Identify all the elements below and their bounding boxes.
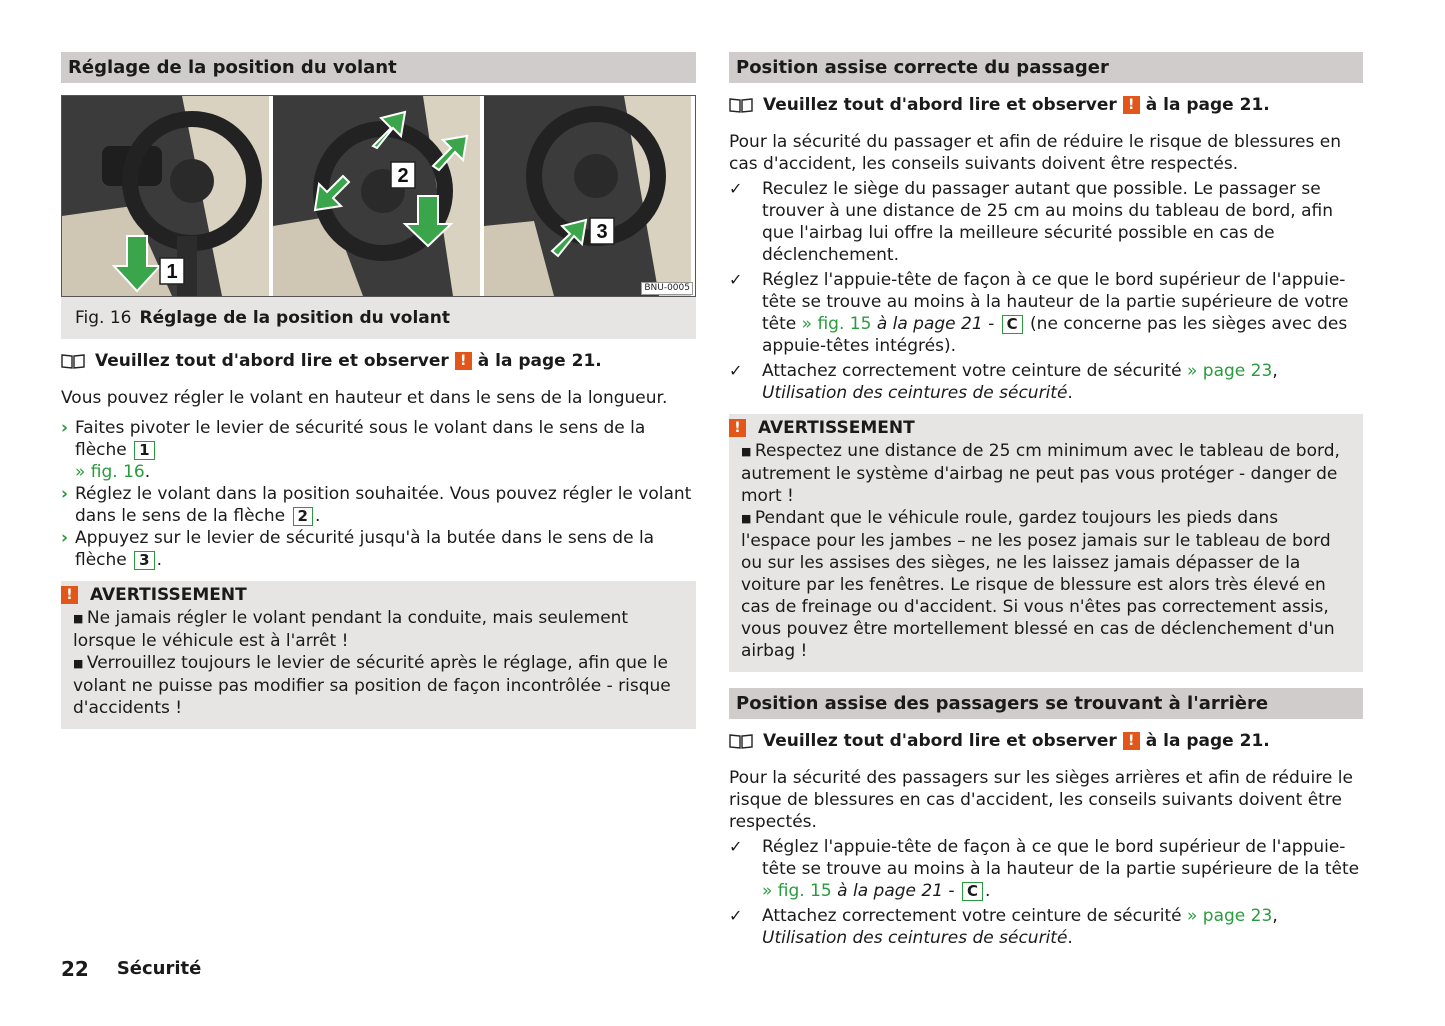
- figure-panel-1: [62, 96, 273, 296]
- page-number: 22: [61, 957, 89, 981]
- list-item: ✓ Réglez l'appuie-tête de façon à ce que le bord supérieur de l'appuie-tête se trouve au moins à la hauteur de la partie supérieure de la tête » fig. 15 à la page 21 - C .: [729, 837, 1360, 901]
- figure-title: Réglage de la position du volant: [139, 308, 450, 328]
- arrow-ref-3: 3: [134, 551, 154, 570]
- checkmark-icon: ✓: [729, 361, 743, 380]
- chevron-right-icon: ›: [61, 418, 69, 438]
- checkmark-icon: ✓: [729, 906, 743, 925]
- fig-15-link[interactable]: » fig. 15: [762, 881, 832, 901]
- warning-icon: !: [1123, 732, 1140, 750]
- warning-icon: !: [729, 419, 746, 437]
- read-first-text: Veuillez tout d'abord lire et observer: [763, 95, 1117, 115]
- warning-title: [61, 583, 684, 607]
- warning-icon: !: [61, 586, 78, 604]
- check-text: Réglez l'appuie-tête de façon à ce que le bord supérieur de l'appuie-tête se trouve au moins à la hauteur de la partie supérieure de la tête: [762, 837, 1360, 879]
- warning-item: ■ Ne jamais régler le volant pendant la conduite, mais seulement lorsque le véhicule est à l'arrêt !: [73, 607, 684, 652]
- page-ref: à la page 21 -: [837, 881, 955, 901]
- chevron-right-icon: ›: [61, 484, 69, 504]
- list-item: [729, 178, 1363, 266]
- ref-box-c: C: [1002, 315, 1023, 334]
- section-heading-passenger: Position assise correcte du passager: [729, 52, 1363, 83]
- warning-item: ■ Verrouillez toujours le levier de sécurité après le réglage, afin que le volant ne puisse pas modifier sa position de façon incontrôlée - risque d'accidents !: [73, 652, 684, 719]
- warning-heading: AVERTISSEMENT: [758, 418, 915, 438]
- step-text: Faites pivoter le levier de sécurité sous le volant dans le sens de la flèche: [75, 418, 646, 460]
- intro-paragraph: Pour la sécurité du passager et afin de réduire le risque de blessures en cas d'accident, les conseils suivants doivent être respectés.: [729, 132, 1341, 174]
- book-icon: [61, 353, 85, 369]
- footer-section: Sécurité: [116, 958, 202, 979]
- figure-number: Fig. 16: [75, 308, 132, 328]
- section-heading-rear-passengers: Position assise des passagers se trouvant à l'arrière: [729, 688, 1363, 719]
- step-text: Réglez le volant dans la position souhaitée. Vous pouvez régler le volant dans le sens de la flèche: [75, 484, 692, 526]
- list-item: [729, 269, 1363, 357]
- warning-box-passenger: [729, 414, 1363, 672]
- step-tail: .: [144, 462, 151, 482]
- figure-caption: [61, 297, 696, 339]
- checklist: [729, 178, 1363, 404]
- check-tail: (ne concerne pas les sièges avec des appuie-têtes intégrés).: [762, 314, 1348, 356]
- warning-item: ■ Pendant que le véhicule roule, gardez toujours les pieds dans l'espace pour les jambes – ne les posez jamais sur le tableau de bord ou sur les assises des sièges, ne les laissez jamais dépasser de la voiture par les fenêtres. Le risque de blessure est alors très élevé en cas de freinage ou d'accident. Si vous n'êtes pas correctement assis, vous pouvez être mortellement blessé en cas de déclenchement d'un airbag !: [741, 507, 1351, 662]
- left-column: [61, 52, 696, 729]
- read-first-note: [729, 93, 1363, 117]
- figure-panel-2: [273, 96, 484, 296]
- step-tail: .: [314, 506, 321, 526]
- chevron-right-icon: ›: [61, 528, 69, 548]
- book-icon: [729, 733, 753, 749]
- figure-panel-3: [484, 96, 695, 296]
- checkmark-icon: ✓: [729, 270, 743, 289]
- step-text: Appuyez sur le levier de sécurité jusqu'à la butée dans le sens de la flèche: [75, 528, 655, 570]
- page-footer: [61, 958, 201, 980]
- warning-item: ■ Respectez une distance de 25 cm minimum avec le tableau de bord, autrement le système d'airbag ne peut pas vous protéger - danger de mort !: [741, 440, 1351, 507]
- page-23-link[interactable]: » page 23: [1187, 906, 1273, 926]
- read-first-page[interactable]: à la page 21.: [477, 351, 602, 371]
- checkmark-icon: ✓: [729, 837, 743, 856]
- intro-paragraph: Pour la sécurité des passagers sur les sièges arrières et afin de réduire le risque de blessures en cas d'accident, les conseils suivants doivent être respectés.: [729, 768, 1353, 832]
- warning-title: [729, 416, 1351, 440]
- checklist: [729, 836, 1363, 949]
- fig-16-link[interactable]: » fig. 16: [75, 462, 145, 482]
- read-first-note: [61, 349, 696, 373]
- warning-icon: !: [1123, 96, 1140, 114]
- page-23-link[interactable]: » page 23: [1187, 361, 1273, 381]
- right-column: [729, 52, 1363, 949]
- book-icon: [729, 97, 753, 113]
- list-item: ✓ Attachez correctement votre ceinture de sécurité » page 23, Utilisation des ceintures de sécurité.: [729, 906, 1278, 948]
- fig-15-link[interactable]: » fig. 15: [801, 314, 872, 334]
- checkmark-icon: ✓: [729, 179, 743, 198]
- intro-paragraph: Vous pouvez régler le volant en hauteur et dans le sens de la longueur.: [61, 388, 668, 408]
- chapter-ref: Utilisation des ceintures de sécurité: [762, 383, 1068, 403]
- read-first-page[interactable]: à la page 21.: [1145, 731, 1270, 751]
- arrow-ref-1: 1: [134, 441, 154, 460]
- step-tail: .: [156, 550, 162, 570]
- warning-heading: AVERTISSEMENT: [90, 585, 247, 605]
- check-text: Reculez le siège du passager autant que possible. Le passager se trouver à une distance de 25 cm au moins du tableau de bord, afin que l'airbag lui offre la meilleure sécurité possible en cas de déclenchement.: [762, 179, 1334, 265]
- read-first-note: [729, 729, 1363, 753]
- section-heading-steering: Réglage de la position du volant: [61, 52, 696, 83]
- page-ref: à la page 21 -: [876, 314, 995, 334]
- figure-code: BNU-0005: [641, 282, 693, 295]
- list-item: [61, 483, 696, 527]
- list-item: ✓ Attachez correctement votre ceinture de sécurité » page 23, Utilisation des ceintures de sécurité.: [729, 361, 1278, 403]
- read-first-page[interactable]: à la page 21.: [1145, 95, 1270, 115]
- callout-3-label: 3: [596, 221, 608, 243]
- list-item: [61, 527, 696, 571]
- warning-box-steering: [61, 581, 696, 729]
- figure-steering-adjustment: [61, 95, 696, 297]
- check-text: Attachez correctement votre ceinture de sécurité: [762, 906, 1182, 926]
- step-list: [61, 417, 696, 571]
- check-text: Attachez correctement votre ceinture de sécurité: [762, 361, 1182, 381]
- callout-2-label: 2: [397, 165, 409, 187]
- chapter-ref: Utilisation des ceintures de sécurité: [762, 928, 1068, 948]
- warning-icon: !: [455, 352, 472, 370]
- list-item: [61, 417, 696, 483]
- read-first-text: Veuillez tout d'abord lire et observer: [763, 731, 1117, 751]
- check-text: Réglez l'appuie-tête de façon à ce que le bord supérieur de l'appuie-tête se trouve au moins à la hauteur de la partie supérieure de votre tête: [762, 270, 1349, 334]
- arrow-ref-2: 2: [293, 507, 313, 526]
- callout-1-label: 1: [166, 261, 178, 283]
- ref-box-c: C: [962, 882, 983, 901]
- read-first-text: Veuillez tout d'abord lire et observer: [95, 351, 449, 371]
